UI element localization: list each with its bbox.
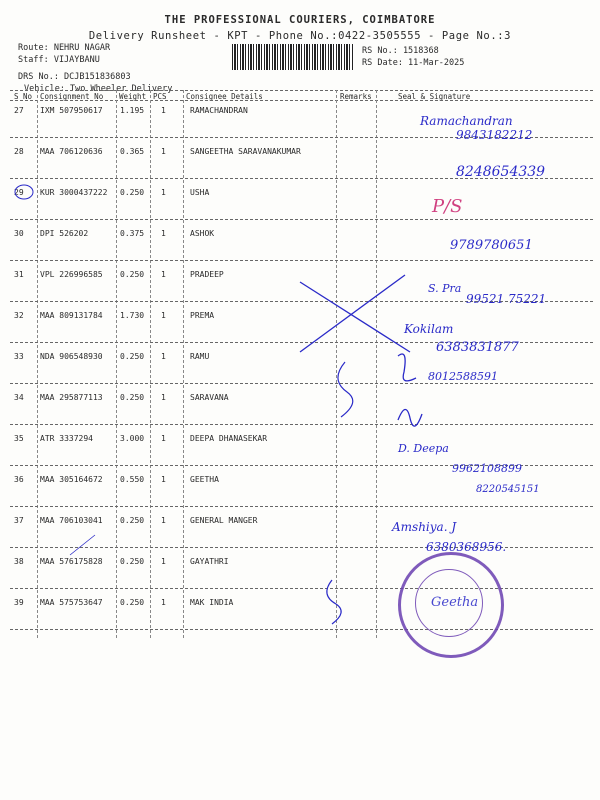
consignment-number: MAA 305164672 [40,475,103,484]
weight-value: 0.250 [120,270,145,279]
consignment-number: KUR 3000437222 [40,188,108,197]
serial-number: 34 [14,393,24,402]
handwritten-note: 9789780651 [450,238,533,253]
serial-number: 29 [14,188,24,197]
drs-text: DRS No.: DCJB151836803 [18,72,131,82]
weight-value: 0.550 [120,475,145,484]
pieces-value: 1 [161,434,166,443]
serial-number: 38 [14,557,24,566]
pieces-value: 1 [161,229,166,238]
col-weight: Weight [119,92,147,101]
handwritten-note: Ramachandran [420,114,513,128]
pieces-value: 1 [161,475,166,484]
col-remarks: Remarks [340,92,372,101]
consignee-name: DEEPA DHANASEKAR [190,434,268,443]
consignment-number: DPI 526202 [40,229,89,238]
pen-stroke-mark [70,535,95,555]
consignee-name: PREMA [190,311,215,320]
signature-scribble [398,354,416,381]
pieces-value: 1 [161,188,166,197]
consignee-name: MAK INDIA [190,598,234,607]
consignment-number: MAA 575753647 [40,598,103,607]
serial-number: 28 [14,147,24,156]
cross-stroke-mark [300,282,410,352]
handwritten-note: 8248654339 [456,164,546,180]
serial-number: 35 [14,434,24,443]
col-consignee: Consignee Details [186,92,263,101]
pieces-value: 1 [161,393,166,402]
weight-value: 0.250 [120,516,145,525]
pieces-value: 1 [161,270,166,279]
consignee-name: GEETHA [190,475,219,484]
consignment-number: VPL 226996585 [40,270,103,279]
route-text: Route: NEHRU NAGAR [18,43,111,53]
handwritten-note: D. Deepa [398,442,449,455]
weight-value: 0.250 [120,352,145,361]
seal-signature: Geetha [431,595,479,610]
handwritten-note: 8220545151 [476,484,540,495]
serial-number: 31 [14,270,24,279]
consignment-number: MAA 809131784 [40,311,103,320]
weight-value: 0.365 [120,147,145,156]
rs-date-text: RS Date: 11-Mar-2025 [362,58,465,68]
consignment-number: ATR 3337294 [40,434,93,443]
weight-value: 1.195 [120,106,145,115]
pieces-value: 1 [161,598,166,607]
weight-value: 0.250 [120,557,145,566]
consignee-name: USHA [190,188,210,197]
staff-text: Staff: VIJAYBANU [18,55,100,65]
handwritten-note: 9962108899 [452,462,522,475]
pieces-value: 1 [161,311,166,320]
handwritten-note: 6380368956. [426,540,507,554]
weight-value: 3.000 [120,434,145,443]
serial-number: 30 [14,229,24,238]
col-seal: Seal & Signature [398,92,471,101]
consignee-name: PRADEEP [190,270,224,279]
serial-number: 36 [14,475,24,484]
document-subtitle: Delivery Runsheet - KPT - Phone No.:0422-3505555 - Page No.:3 [88,30,512,42]
consignee-name: SANGEETHA SARAVANAKUMAR [190,147,301,156]
weight-value: 0.250 [120,393,145,402]
serial-number: 33 [14,352,24,361]
pieces-value: 1 [161,106,166,115]
company-seal-stamp [398,552,504,658]
handwritten-note: S. Pra [428,282,462,295]
weight-value: 0.250 [120,598,145,607]
serial-number: 27 [14,106,24,115]
rs-no-text: RS No.: 1518368 [362,46,439,56]
handwritten-note: 9843182212 [456,128,533,142]
consignment-number: MAA 706103041 [40,516,103,525]
document-title: THE PROFESSIONAL COURIERS, COIMBATORE [164,14,436,26]
vehicle-text: Vehicle: Two Wheeler Delivery [24,84,173,94]
serial-number: 32 [14,311,24,320]
weight-value: 0.250 [120,188,145,197]
consignee-name: GENERAL MANGER [190,516,258,525]
weight-value: 1.730 [120,311,145,320]
col-pcs: PCS [153,92,167,101]
consignment-number: MAA 295877113 [40,393,103,402]
weight-value: 0.375 [120,229,145,238]
pieces-value: 1 [161,557,166,566]
handwritten-note: 99521 75221 [466,292,547,306]
handwritten-note: Kokilam [404,322,454,336]
pieces-value: 1 [161,352,166,361]
signature-scribble [338,362,353,417]
consignment-number: IXM 507950617 [40,106,103,115]
consignment-number: MAA 576175828 [40,557,103,566]
consignee-name: RAMU [190,352,210,361]
consignment-number: MAA 706120636 [40,147,103,156]
signature-scribble [398,409,422,426]
pieces-value: 1 [161,147,166,156]
handwritten-note: 8012588591 [428,370,498,383]
consignee-name: GAYATHRI [190,557,229,566]
handwritten-note: Amshiya. J [392,520,457,534]
col-sno: S No [14,92,33,101]
consignee-name: ASHOK [190,229,215,238]
handwritten-note: 6383831877 [436,340,519,355]
serial-number: 37 [14,516,24,525]
signature-scribble [327,580,341,624]
consignee-name: SARAVANA [190,393,229,402]
handwritten-note: P/S [432,196,463,217]
consignment-number: NDA 906548930 [40,352,103,361]
col-consignment: Consignment No [40,92,104,101]
cross-stroke-mark [300,275,405,352]
pieces-value: 1 [161,516,166,525]
serial-circle-mark [15,185,33,199]
consignee-name: RAMACHANDRAN [190,106,248,115]
serial-number: 39 [14,598,24,607]
